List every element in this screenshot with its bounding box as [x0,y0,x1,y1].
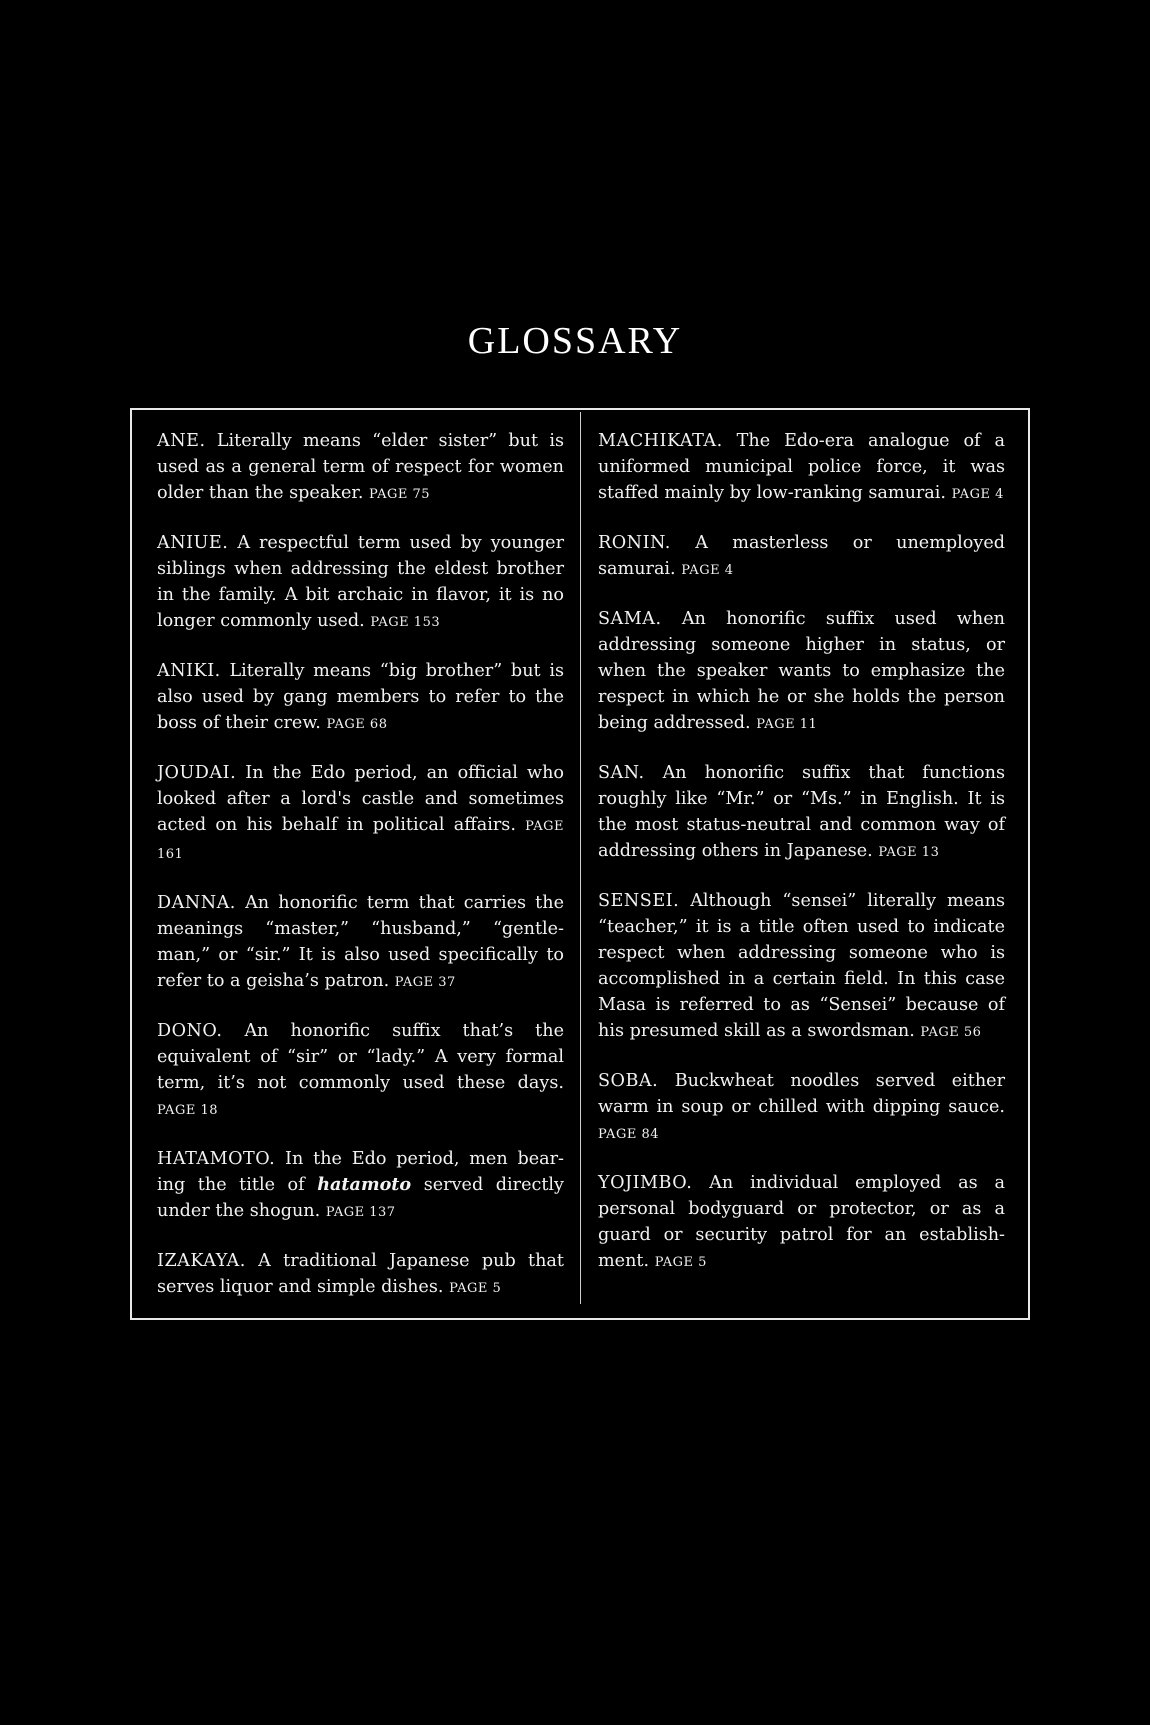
entry-definition: An honorific suffix that’s the equivalent of “sir” or “lady.” A very formal term, it’s not commonly used these days. [157,1021,564,1093]
entry-page-ref: PAGE 84 [598,1127,659,1142]
entry-definition: An honorific term that carries the meanings “master,” “husband,” “gentle-man,” or “sir.” It is also used specifically to refer to a geisha’s patron. [157,893,564,991]
entry-definition: Literally means “big brother” but is also used by gang members to refer to the boss of their crew. [157,661,564,733]
glossary-entry-joudai [157,760,564,868]
entry-term: SOBA. [598,1071,659,1091]
entry-definition: The Edo-era analogue of a uniformed municipal police force, it was staffed mainly by low-ranking samurai. [598,431,1005,503]
entry-page-ref: PAGE 13 [878,845,940,860]
glossary-entry-san [598,760,1005,866]
entry-term: SAN. [598,763,645,783]
glossary-column-left [157,428,564,1324]
entry-definition: An honorific suffix that functions roughly like “Mr.” or “Ms.” in English. It is the most status-neutral and common way of addressing others in Japanese. [598,763,1005,861]
entry-page-ref: PAGE 18 [157,1103,218,1118]
entry-term: IZAKAYA. [157,1251,246,1271]
glossary-entry-hatamoto [157,1146,564,1226]
entry-page-ref: PAGE 5 [449,1281,502,1296]
entry-term: DONO. [157,1021,223,1041]
glossary-entry-machikata [598,428,1005,508]
glossary-entry-ronin [598,530,1005,584]
entry-definition: Buckwheat noodles served either warm in soup or chilled with dipping sauce. [598,1071,1005,1117]
entry-definition: Although “sensei” literally means “teacher,” it is a title often used to indicate respect when addressing someone who is accomplished in a certain field. In this case Masa is referred to as “Sensei” because of his presumed skill as a swordsman. [598,891,1005,1041]
glossary-entry-yojimbo [598,1170,1005,1276]
entry-page-ref: PAGE 137 [325,1205,396,1220]
page-title: GLOSSARY [467,320,683,362]
entry-page-ref: PAGE 4 [951,487,1004,502]
column-divider [580,412,581,1304]
entry-page-ref: PAGE 56 [920,1025,982,1040]
entry-page-ref: PAGE 5 [654,1255,707,1270]
entry-term: HATAMOTO. [157,1149,276,1169]
entry-term: ANIKI. [157,661,221,681]
entry-definition: An honorific suffix used when addressing someone higher in status, or when the speaker wants to emphasize the respect in which he or she holds the person being addressed. [598,609,1005,733]
glossary-entry-izakaya [157,1248,564,1302]
entry-definition: In the Edo period, an official who looked after a lord's castle and sometimes acted on his behalf in political affairs. [157,763,564,835]
entry-term: ANIUE. [157,533,229,553]
glossary-entry-dono [157,1018,564,1124]
entry-term: RONIN. [598,533,671,553]
entry-definition: A masterless or unemployed samurai. [598,533,1005,579]
entry-definition: In the Edo period, men bear-ing the title of [157,1149,564,1195]
entry-term: MACHIKATA. [598,431,723,451]
entry-page-ref: PAGE 75 [369,487,431,502]
entry-page-ref: PAGE 4 [681,563,734,578]
entry-definition-cont: served directly under the shogun. [157,1175,564,1221]
entry-term: SAMA. [598,609,662,629]
glossary-entry-aniue [157,530,564,636]
entry-emphasis: hatamoto [317,1174,412,1195]
entry-term: JOUDAI. [157,763,237,783]
glossary-entry-danna [157,890,564,996]
entry-definition: A traditional Japanese pub that serves liquor and simple dishes. [157,1251,564,1297]
entry-page-ref: PAGE 68 [326,717,388,732]
glossary-entry-sensei [598,888,1005,1046]
entry-term: ANE. [157,431,206,451]
entry-page-ref: PAGE 37 [394,975,456,990]
entry-term: SENSEI. [598,891,680,911]
glossary-entry-soba [598,1068,1005,1148]
entry-definition: A respectful term used by younger siblings when addressing the eldest brother in the family. A bit archaic in flavor, it is no longer commonly used. [157,533,564,631]
entry-page-ref: PAGE 11 [756,717,818,732]
entry-term: DANNA. [157,893,236,913]
entry-page-ref: PAGE 153 [370,615,441,630]
entry-page-ref: PAGE 161 [157,819,564,862]
entry-term: YOJIMBO. [598,1173,693,1193]
glossary-entry-aniki [157,658,564,738]
glossary-entry-sama [598,606,1005,738]
glossary-column-right [598,428,1005,1298]
entry-definition: Literally means “elder sister” but is used as a general term of respect for women older than the speaker. [157,431,564,503]
glossary-entry-ane [157,428,564,508]
entry-definition: An individual employed as a personal bodyguard or protector, or as a guard or security patrol for an establish-ment. [598,1173,1005,1271]
